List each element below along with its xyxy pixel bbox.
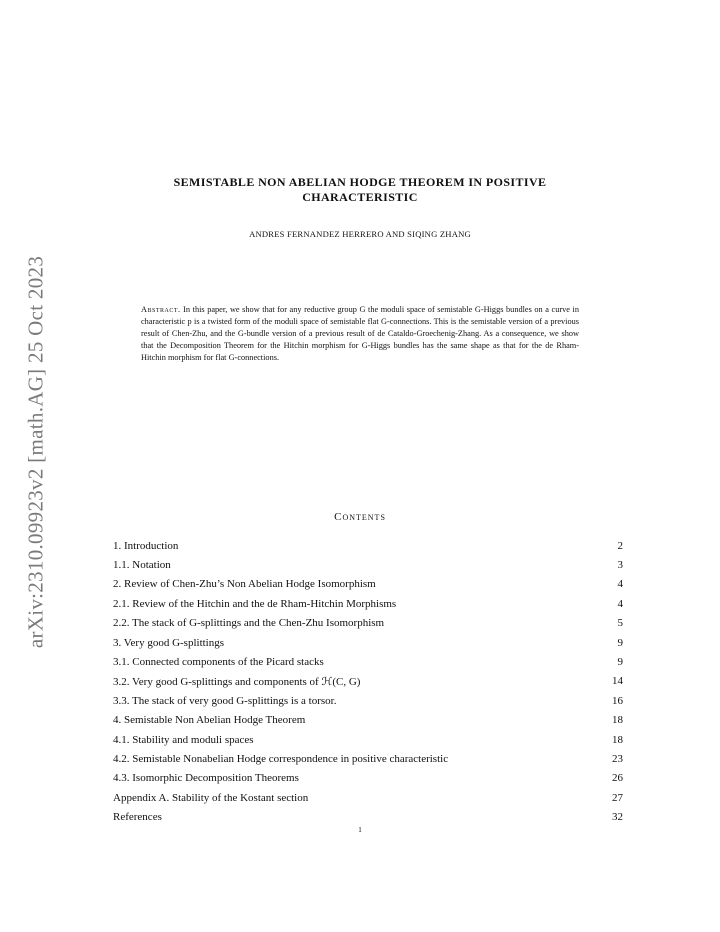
toc-entry-page: 27 — [612, 791, 623, 804]
toc-entry-label: 1.1. Notation — [113, 559, 171, 572]
abstract-body: In this paper, we show that for any reductive group G the moduli space of semistable G-Higgs bundles on a curve in characteristic p is a twisted form of the moduli space of semistable flat G-connections. This is the semistable version of a previous result of Chen-Zhu, and the G-bundle version of a previous result of de Cataldo-Groechenig-Zhang. As a consequence, we show that the Decomposition Theorem for the Hitchin morphism for G-Higgs bundles has the same shape as that for the de Rham-Hitchin morphism for flat G-connections. — [141, 305, 579, 363]
toc-entry[interactable] — [113, 536, 623, 555]
toc-entry-label: 2.1. Review of the Hitchin and the de Rham-Hitchin Morphisms — [113, 597, 397, 610]
toc-entry[interactable] — [113, 633, 623, 652]
toc-entry[interactable] — [113, 672, 623, 691]
toc-entry[interactable] — [113, 575, 623, 594]
toc-entry-label: 3.2. Very good G-splittings and components of ℋ(C, G) — [113, 675, 361, 688]
title-line-1: SEMISTABLE NON ABELIAN HODGE THEOREM IN POSITIVE — [173, 175, 547, 189]
toc-entry-page: 18 — [612, 733, 623, 746]
toc-entry-page: 4 — [617, 578, 623, 591]
toc-entry-page: 4 — [617, 597, 623, 610]
contents-heading: Contents — [334, 511, 386, 523]
toc-entry[interactable] — [113, 652, 623, 671]
page-number: 1 — [358, 825, 362, 834]
toc-entry-label: 3.3. The stack of very good G-splittings is a torsor. — [113, 694, 337, 707]
toc-entry-label: 1. Introduction — [113, 539, 179, 552]
toc-entry-label: 4.2. Semistable Nonabelian Hodge correspondence in positive characteristic — [113, 752, 449, 765]
toc-entry-page: 32 — [612, 811, 623, 824]
toc-entry-page: 9 — [617, 636, 623, 649]
table-of-contents — [113, 536, 623, 827]
toc-entry-page: 26 — [612, 772, 623, 785]
toc-entry-label: References — [113, 811, 162, 824]
toc-entry-label: 4.1. Stability and moduli spaces — [113, 733, 254, 746]
toc-entry-page: 18 — [612, 714, 623, 727]
abstract-heading: Abstract. — [141, 305, 181, 314]
toc-entry-label: Appendix A. Stability of the Kostant section — [113, 791, 309, 804]
toc-entry-label: 2. Review of Chen-Zhu’s Non Abelian Hodge Isomorphism — [113, 578, 376, 591]
toc-entry-page: 16 — [612, 694, 623, 707]
toc-entry-label: 4.3. Isomorphic Decomposition Theorems — [113, 772, 299, 785]
toc-entry-label: 2.2. The stack of G-splittings and the Chen-Zhu Isomorphism — [113, 617, 385, 630]
toc-entry[interactable] — [113, 614, 623, 633]
toc-entry-page: 2 — [617, 539, 623, 552]
arxiv-identifier-stamp — [18, 232, 54, 672]
toc-entry[interactable] — [113, 788, 623, 807]
toc-entry[interactable] — [113, 691, 623, 710]
toc-entry[interactable] — [113, 749, 623, 768]
toc-entry-label: 3.1. Connected components of the Picard stacks — [113, 656, 324, 669]
toc-entry-page: 5 — [617, 617, 623, 630]
paper-authors: ANDRES FERNANDEZ HERRERO AND SIQING ZHANG — [249, 229, 471, 239]
toc-entry[interactable] — [113, 807, 623, 826]
toc-entry-label: 3. Very good G-splittings — [113, 636, 225, 649]
toc-entry-page: 23 — [612, 752, 623, 765]
toc-entry[interactable] — [113, 555, 623, 574]
toc-entry-page: 14 — [612, 675, 623, 688]
toc-entry[interactable] — [113, 594, 623, 613]
toc-entry-page: 3 — [617, 559, 623, 572]
toc-entry[interactable] — [113, 730, 623, 749]
paper-title — [110, 175, 610, 205]
arxiv-identifier-text: arXiv:2310.09923v2 [math.AG] 25 Oct 2023 — [23, 255, 48, 649]
toc-entry-label: 4. Semistable Non Abelian Hodge Theorem — [113, 714, 306, 727]
toc-entry-page: 9 — [617, 656, 623, 669]
title-line-2: CHARACTERISTIC — [302, 190, 418, 204]
toc-entry[interactable] — [113, 769, 623, 788]
toc-entry[interactable] — [113, 711, 623, 730]
abstract — [141, 304, 579, 364]
